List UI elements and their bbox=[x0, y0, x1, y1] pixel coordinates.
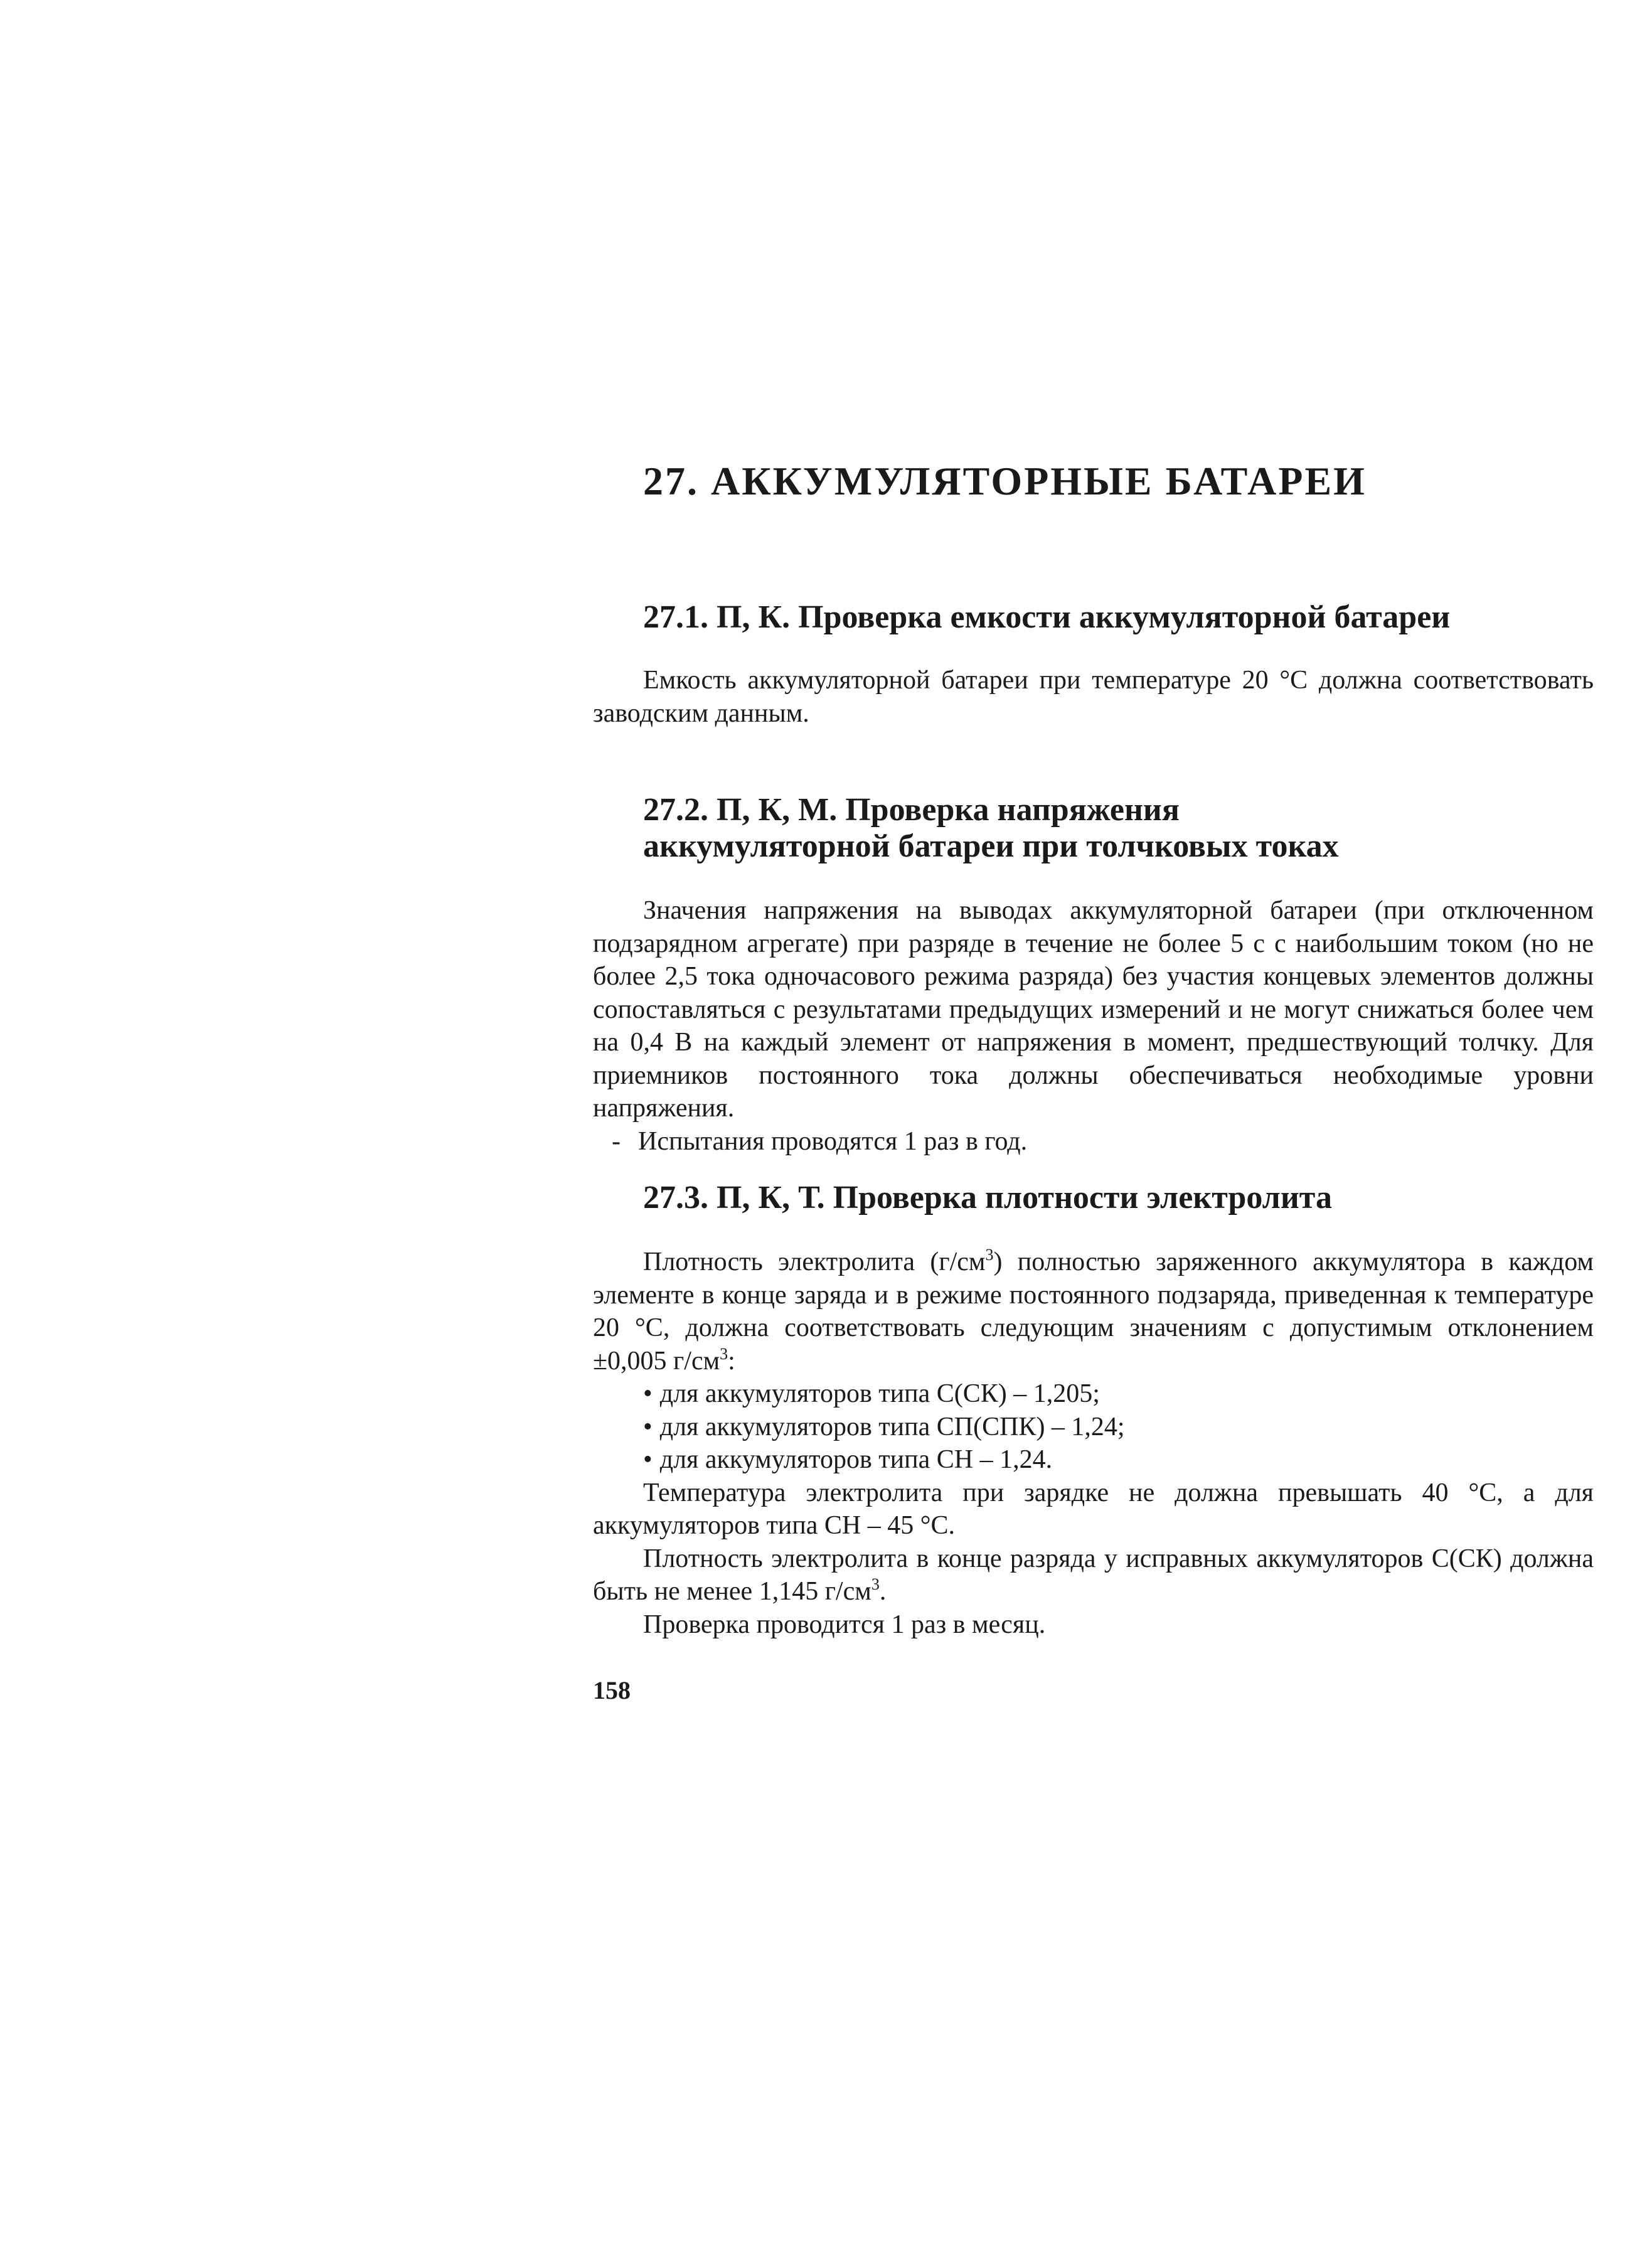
paragraph-temperature: Температура электролита при зарядке не должна превышать 40 °С, а для аккумуляторов типа СН – 45 °С. bbox=[593, 1478, 1594, 1540]
paragraph-density-intro bbox=[593, 1246, 1594, 1377]
section-27-2-body bbox=[593, 894, 1594, 1158]
section-title-27-2-line1: 27.2. П, К, М. Проверка напряжения bbox=[643, 792, 1180, 828]
superscript: 3 bbox=[985, 1246, 994, 1264]
paragraph-check-frequency: Проверка проводится 1 раз в месяц. bbox=[643, 1610, 1046, 1639]
chapter-title: 27. АККУМУЛЯТОРНЫЕ БАТАРЕИ bbox=[643, 459, 1367, 503]
paragraph: Значения напряжения на выводах аккумуляторной батареи (при отключенном подзарядном агрегате) при разряде в течение не более 5 с с наибольшим током (но не более 2,5 тока одночасового режима разряда) без участия концевых элементов должны сопоставляться с результатами предыдущих измерений и не могут снижаться более чем на 0,4 В на каждый элемент от напряжения в момент, предшествующий толчку. Для приемников постоянного тока должны обеспечиваться необходимые уровни напряжения. bbox=[593, 896, 1594, 1123]
list-item: • для аккумуляторов типа С(СК) – 1,205; bbox=[593, 1377, 1594, 1411]
text-run: Плотность электролита в конце разряда у исправных аккумуляторов С(СК) должна быть не менее 1,145 г/см bbox=[593, 1544, 1594, 1606]
dash-marker: - bbox=[612, 1126, 621, 1156]
section-title-27-1: 27.1. П, К. Проверка емкости аккумуляторной батареи bbox=[643, 599, 1451, 635]
section-title-27-2-line2: аккумуляторной батареи при толчковых токах bbox=[643, 828, 1339, 864]
section-27-1-body bbox=[593, 664, 1594, 730]
bullet-list bbox=[593, 1377, 1594, 1477]
superscript: 3 bbox=[720, 1344, 728, 1363]
text-run: ) полностью заряженного аккумулятора в каждом элементе в конце заряда и в режиме постоянного подзаряда, приведенная к температуре 20 °С, должна соответствовать следующим значениям с допустимым отклонением ±0,005 г/см bbox=[593, 1248, 1594, 1376]
section-27-3-body bbox=[593, 1246, 1594, 1641]
section-title-27-3: 27.3. П, К, Т. Проверка плотности электролита bbox=[643, 1180, 1332, 1216]
dash-item-text: Испытания проводятся 1 раз в год. bbox=[638, 1126, 1028, 1156]
paragraph-discharge-density bbox=[593, 1542, 1594, 1608]
paragraph: Емкость аккумуляторной батареи при температуре 20 °С должна соответствовать заводским данным. bbox=[593, 666, 1594, 728]
dash-list-item bbox=[593, 1125, 1594, 1158]
text-run: . bbox=[879, 1577, 887, 1606]
list-item: • для аккумуляторов типа СН – 1,24. bbox=[593, 1443, 1594, 1477]
page-number: 158 bbox=[593, 1676, 631, 1704]
superscript: 3 bbox=[871, 1575, 880, 1593]
list-item: • для аккумуляторов типа СП(СПК) – 1,24; bbox=[593, 1411, 1594, 1444]
text-run: Плотность электролита (г/см bbox=[643, 1248, 986, 1276]
text-run: : bbox=[728, 1346, 735, 1376]
